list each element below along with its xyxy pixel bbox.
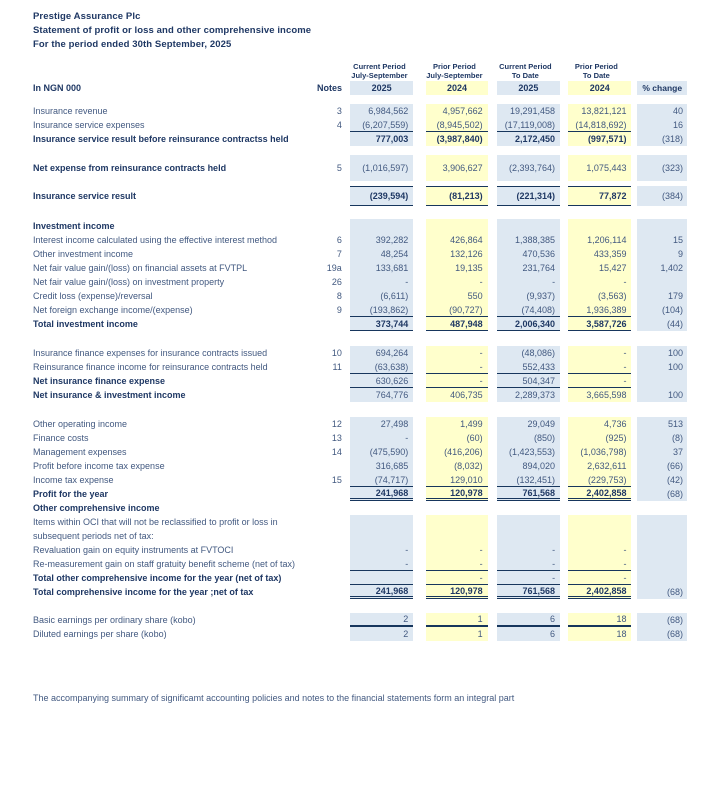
cell-pct-change: 100: [637, 346, 687, 360]
cell-value: (81,213): [426, 186, 487, 206]
cell-value: 1,388,385: [497, 233, 560, 247]
cell-value: -: [568, 571, 631, 585]
cell-value: 894,020: [497, 459, 560, 473]
cell-pct-change: (384): [637, 186, 687, 206]
row-note: [316, 132, 342, 146]
colhead-prior-period-q: [424, 62, 485, 80]
cell-value: 77,872: [568, 186, 631, 206]
row-label: Insurance service expenses: [33, 120, 145, 130]
table-row: [33, 388, 687, 402]
cell-value: [497, 219, 560, 233]
cell-value: -: [350, 431, 413, 445]
cell-value: -: [568, 360, 631, 374]
table-row: [33, 515, 687, 529]
cell-value: -: [568, 275, 631, 289]
cell-value: 15,427: [568, 261, 631, 275]
cell-pct-change: [637, 219, 687, 233]
row-label: Interest income calculated using the effective interest method: [33, 235, 277, 245]
cell-value: 373,744: [350, 317, 413, 331]
cell-value: (60): [426, 431, 487, 445]
cell-value: 13,821,121: [568, 104, 631, 118]
cell-value: -: [426, 571, 487, 585]
table-row: [33, 459, 687, 473]
row-note: [316, 529, 342, 543]
colhead-line2: July-September: [351, 71, 408, 80]
colhead-spacer: [33, 62, 314, 80]
colhead-current-period-ytd: [494, 62, 557, 80]
cell-value: [497, 529, 560, 543]
cell-pct-change: (318): [637, 132, 687, 146]
cell-value: [350, 529, 413, 543]
row-label: Other investment income: [33, 249, 134, 259]
row-note: 9: [336, 305, 342, 315]
row-label: Credit loss (expense)/reversal: [33, 291, 153, 301]
cell-value: [497, 501, 560, 515]
cell-value: 4,736: [568, 417, 631, 431]
cell-value: 2,289,373: [497, 388, 560, 402]
table-row: [33, 132, 687, 146]
cell-value: 231,764: [497, 261, 560, 275]
colhead-line2: To Date: [582, 71, 610, 80]
year-cell-2025-ytd: 2025: [497, 81, 560, 95]
cell-pct-change: [637, 557, 687, 571]
notes-header: Notes: [316, 83, 342, 93]
table-row: [33, 417, 687, 431]
cell-value: -: [497, 571, 560, 585]
row-note: 6: [336, 235, 342, 245]
row-note: 7: [336, 249, 342, 259]
cell-value: -: [568, 557, 631, 571]
row-note: [316, 459, 342, 473]
cell-value: (3,987,840): [426, 132, 487, 146]
row-note: [316, 515, 342, 529]
cell-value: 1: [426, 627, 487, 641]
colhead-line1: Prior Period: [574, 62, 618, 71]
cell-pct-change: [637, 275, 687, 289]
cell-value: 4,957,662: [426, 104, 487, 118]
row-label: Insurance revenue: [33, 106, 108, 116]
cell-value: -: [350, 275, 413, 289]
cell-value: [350, 501, 413, 515]
cell-value: (8,032): [426, 459, 487, 473]
cell-value: 241,968: [350, 487, 413, 501]
cell-value: [426, 515, 487, 529]
cell-value: -: [426, 543, 487, 557]
row-label: subsequent periods net of tax:: [33, 531, 154, 541]
table-row: [33, 289, 687, 303]
table-row: [33, 155, 687, 181]
row-gap: [33, 331, 687, 346]
cell-value: 426,864: [426, 233, 487, 247]
cell-value: (9,937): [497, 289, 560, 303]
cell-pct-change: [637, 515, 687, 529]
cell-value: 1,075,443: [568, 155, 631, 181]
cell-value: [350, 219, 413, 233]
cell-value: [568, 515, 631, 529]
table-row: [33, 374, 687, 388]
cell-value: 3,587,726: [568, 317, 631, 331]
period-line: For the period ended 30th September, 2025: [33, 39, 232, 50]
cell-value: (8,945,502): [426, 118, 487, 132]
cell-pct-change: 513: [637, 417, 687, 431]
colhead-spacer: [634, 62, 687, 80]
cell-value: 6: [497, 627, 560, 641]
row-note: 13: [331, 433, 342, 443]
cell-value: -: [426, 275, 487, 289]
row-label: Reinsurance finance income for reinsurance contracts held: [33, 362, 268, 372]
cell-value: 241,968: [350, 585, 413, 599]
row-note: [316, 627, 342, 641]
cell-pct-change: (68): [637, 613, 687, 627]
cell-value: (850): [497, 431, 560, 445]
row-note: 14: [331, 447, 342, 457]
cell-value: 3,665,598: [568, 388, 631, 402]
row-label: Net fair value gain/(loss) on investment property: [33, 277, 225, 287]
row-gap: [33, 206, 687, 219]
cell-pct-change: 100: [637, 388, 687, 402]
cell-pct-change: (104): [637, 303, 687, 317]
row-label: Re-measurement gain on staff gratuity benefit scheme (net of tax): [33, 559, 295, 569]
cell-value: 630,626: [350, 374, 413, 388]
cell-pct-change: 15: [637, 233, 687, 247]
table-row: [33, 473, 687, 487]
cell-pct-change: 37: [637, 445, 687, 459]
cell-value: 2: [350, 627, 413, 641]
cell-value: (63,638): [350, 360, 413, 374]
table-row: [33, 261, 687, 275]
row-note: 19a: [326, 263, 342, 273]
row-label: Finance costs: [33, 433, 89, 443]
cell-value: [497, 515, 560, 529]
row-note: [316, 487, 342, 501]
table-row: [33, 571, 687, 585]
row-note: 4: [336, 120, 342, 130]
table-row: [33, 186, 687, 206]
colhead-line1: Current Period: [499, 62, 552, 71]
cell-value: (221,314): [497, 186, 560, 206]
cell-value: 2,402,858: [568, 585, 631, 599]
row-note: [316, 571, 342, 585]
row-label: Investment income: [33, 221, 115, 231]
row-label: Total comprehensive income for the year ;net of tax: [33, 587, 254, 597]
cell-value: 777,003: [350, 132, 413, 146]
cell-value: 29,049: [497, 417, 560, 431]
row-label: Items within OCI that will not be reclassified to profit or loss in: [33, 517, 278, 527]
cell-value: (239,594): [350, 186, 413, 206]
row-note: [316, 374, 342, 388]
statement-title: Statement of profit or loss and other comprehensive income: [33, 25, 312, 36]
cell-value: (925): [568, 431, 631, 445]
cell-value: (229,753): [568, 473, 631, 487]
cell-value: 761,568: [497, 487, 560, 501]
cell-pct-change: (68): [637, 487, 687, 501]
cell-value: (90,727): [426, 303, 487, 317]
cell-value: 6,984,562: [350, 104, 413, 118]
cell-pct-change: [637, 529, 687, 543]
row-note: 10: [331, 348, 342, 358]
row-note: 15: [331, 475, 342, 485]
cell-value: [426, 529, 487, 543]
row-label: Profit for the year: [33, 489, 109, 499]
table-row: [33, 585, 687, 599]
cell-value: 552,433: [497, 360, 560, 374]
row-label: Insurance finance expenses for insurance contracts issued: [33, 348, 268, 358]
row-label: Income tax expense: [33, 475, 114, 485]
cell-value: -: [426, 360, 487, 374]
cell-value: [350, 515, 413, 529]
row-note: [316, 557, 342, 571]
cell-pct-change: (8): [637, 431, 687, 445]
row-note: [316, 613, 342, 627]
row-note: 11: [332, 362, 342, 372]
cell-value: 470,536: [497, 247, 560, 261]
colhead-line1: Prior Period: [432, 62, 476, 71]
cell-value: 132,126: [426, 247, 487, 261]
row-note: [316, 585, 342, 599]
cell-value: (2,393,764): [497, 155, 560, 181]
cell-value: 2,632,611: [568, 459, 631, 473]
row-gap: [33, 402, 687, 417]
table-row: [33, 529, 687, 543]
cell-pct-change: [637, 374, 687, 388]
cell-pct-change: 9: [637, 247, 687, 261]
cell-value: 694,264: [350, 346, 413, 360]
colhead-line1: Current Period: [353, 62, 406, 71]
table-row: [33, 346, 687, 360]
table-row: [33, 487, 687, 501]
cell-pct-change: (44): [637, 317, 687, 331]
cell-value: [426, 219, 487, 233]
cell-value: 433,359: [568, 247, 631, 261]
row-label: Insurance service result before reinsurance contractss held: [33, 134, 289, 144]
colhead-prior-period-ytd: [565, 62, 628, 80]
row-note: [316, 317, 342, 331]
cell-value: 133,681: [350, 261, 413, 275]
table-row: [33, 303, 687, 317]
cell-value: 2,402,858: [568, 487, 631, 501]
cell-value: 2,006,340: [497, 317, 560, 331]
colhead-line2: To Date: [511, 71, 539, 80]
cell-value: (74,408): [497, 303, 560, 317]
row-label: Insurance service result: [33, 191, 137, 201]
table-row: [33, 445, 687, 459]
row-label: Diluted earnings per share (kobo): [33, 629, 167, 639]
cell-pct-change: 16: [637, 118, 687, 132]
cell-value: 19,135: [426, 261, 487, 275]
cell-value: [568, 501, 631, 515]
row-note: [316, 501, 342, 515]
cell-value: 18: [568, 613, 631, 627]
cell-value: -: [350, 557, 413, 571]
pct-change-header: % change: [637, 81, 687, 95]
cell-value: 392,282: [350, 233, 413, 247]
cell-value: 406,735: [426, 388, 487, 402]
colhead-line2: July-September: [426, 71, 483, 80]
cell-value: -: [426, 374, 487, 388]
row-label: Net foreign exchange income/(expense): [33, 305, 193, 315]
cell-value: -: [568, 543, 631, 557]
colhead-current-period-q: [348, 62, 411, 80]
cell-pct-change: 100: [637, 360, 687, 374]
cell-value: [426, 501, 487, 515]
row-gap: [33, 146, 687, 155]
cell-value: [568, 219, 631, 233]
cell-value: 1: [426, 613, 487, 627]
cell-value: 487,948: [426, 317, 487, 331]
year-cell-2024-q: 2024: [426, 81, 487, 95]
cell-value: 3,906,627: [426, 155, 487, 181]
table-row: [33, 219, 687, 233]
cell-pct-change: (323): [637, 155, 687, 181]
row-note: 26: [331, 277, 342, 287]
row-label: Other comprehensive income: [33, 503, 160, 513]
cell-value: -: [497, 557, 560, 571]
row-label: Net expense from reinsurance contracts held: [33, 163, 227, 173]
table-row: [33, 613, 687, 627]
currency-label: In NGN 000: [33, 83, 82, 93]
table-row: [33, 233, 687, 247]
year-cell-2024-ytd: 2024: [568, 81, 631, 95]
row-label: Total investment income: [33, 319, 138, 329]
cell-pct-change: 40: [637, 104, 687, 118]
table-row: [33, 627, 687, 641]
row-label: Net insurance finance expense: [33, 376, 166, 386]
row-label: Management expenses: [33, 447, 127, 457]
row-label: Net fair value gain/(loss) on financial assets at FVTPL: [33, 263, 248, 273]
cell-pct-change: [637, 571, 687, 585]
cell-value: 19,291,458: [497, 104, 560, 118]
cell-value: [568, 529, 631, 543]
cell-value: [350, 571, 413, 585]
cell-pct-change: (66): [637, 459, 687, 473]
statement-rows: [33, 104, 687, 641]
row-label: Profit before income tax expense: [33, 461, 165, 471]
row-label: Basic earnings per ordinary share (kobo): [33, 615, 196, 625]
cell-value: -: [497, 275, 560, 289]
cell-value: -: [568, 374, 631, 388]
table-row: [33, 104, 687, 118]
cell-value: 6: [497, 613, 560, 627]
company-name: Prestige Assurance Plc: [33, 11, 141, 22]
cell-value: 761,568: [497, 585, 560, 599]
row-note: [316, 388, 342, 402]
cell-value: 2: [350, 613, 413, 627]
cell-value: 129,010: [426, 473, 487, 487]
cell-value: (132,451): [497, 473, 560, 487]
cell-value: 764,776: [350, 388, 413, 402]
cell-value: -: [350, 543, 413, 557]
cell-pct-change: 179: [637, 289, 687, 303]
cell-value: -: [568, 346, 631, 360]
colhead-spacer: [314, 62, 340, 80]
row-note: [316, 186, 342, 206]
row-note: [316, 543, 342, 557]
cell-value: 18: [568, 627, 631, 641]
cell-pct-change: [637, 501, 687, 515]
cell-value: (3,563): [568, 289, 631, 303]
row-label: Revaluation gain on equity instruments at FVTOCI: [33, 545, 234, 555]
column-headers: [33, 62, 687, 80]
cell-value: (416,206): [426, 445, 487, 459]
cell-value: 120,978: [426, 585, 487, 599]
year-header-row: [33, 81, 687, 95]
cell-value: (48,086): [497, 346, 560, 360]
year-cell-2025-q: 2025: [350, 81, 413, 95]
cell-value: 1,499: [426, 417, 487, 431]
row-label: Net insurance & investment income: [33, 390, 186, 400]
footer-note: The accompanying summary of significamt accounting policies and notes to the financial statements form an integral part: [33, 693, 515, 703]
cell-value: -: [426, 557, 487, 571]
statement-titles: [33, 10, 687, 52]
cell-value: 316,685: [350, 459, 413, 473]
cell-pct-change: [637, 543, 687, 557]
cell-value: (1,423,553): [497, 445, 560, 459]
cell-value: 48,254: [350, 247, 413, 261]
row-label: Other operating income: [33, 419, 128, 429]
cell-value: 504,347: [497, 374, 560, 388]
row-note: 12: [331, 419, 342, 429]
cell-value: (193,862): [350, 303, 413, 317]
cell-value: (1,036,798): [568, 445, 631, 459]
cell-value: (14,818,692): [568, 118, 631, 132]
cell-value: -: [497, 543, 560, 557]
cell-value: (6,207,559): [350, 118, 413, 132]
cell-value: (74,717): [350, 473, 413, 487]
cell-value: (475,590): [350, 445, 413, 459]
table-row: [33, 501, 687, 515]
row-gap: [33, 599, 687, 613]
table-row: [33, 247, 687, 261]
cell-value: (1,016,597): [350, 155, 413, 181]
row-note: 3: [336, 106, 342, 116]
table-row: [33, 275, 687, 289]
table-row: [33, 543, 687, 557]
cell-value: -: [426, 346, 487, 360]
table-row: [33, 431, 687, 445]
table-row: [33, 317, 687, 331]
cell-value: (997,571): [568, 132, 631, 146]
cell-value: (6,611): [350, 289, 413, 303]
cell-value: 1,206,114: [568, 233, 631, 247]
row-note: [316, 219, 342, 233]
table-row: [33, 360, 687, 374]
row-note: 8: [336, 291, 342, 301]
cell-pct-change: (68): [637, 627, 687, 641]
cell-pct-change: (68): [637, 585, 687, 599]
row-label: Total other comprehensive income for the year (net of tax): [33, 573, 282, 583]
row-note: 5: [336, 163, 342, 173]
table-row: [33, 557, 687, 571]
cell-value: 120,978: [426, 487, 487, 501]
table-row: [33, 118, 687, 132]
cell-value: 2,172,450: [497, 132, 560, 146]
cell-value: 550: [426, 289, 487, 303]
cell-value: (17,119,008): [497, 118, 560, 132]
cell-value: 27,498: [350, 417, 413, 431]
cell-value: 1,936,389: [568, 303, 631, 317]
cell-pct-change: (42): [637, 473, 687, 487]
cell-pct-change: 1,402: [637, 261, 687, 275]
